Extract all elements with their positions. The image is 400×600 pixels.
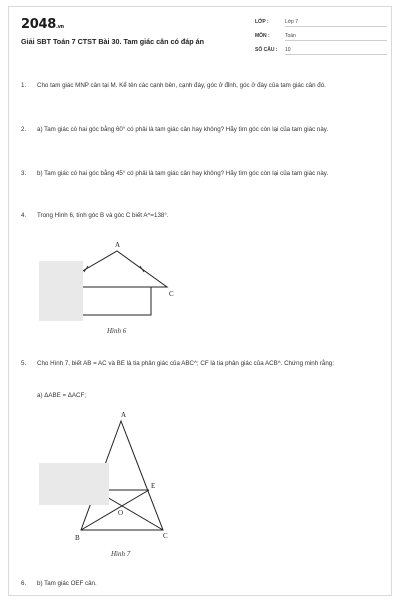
question-5 <box>21 359 381 379</box>
label-c: C <box>169 290 174 298</box>
meta-count <box>255 45 387 55</box>
question-text: b) Tam giác OEF cân. <box>37 580 97 587</box>
question-text: a) Tam giác có hai góc bằng 60° có phải là tam giác cân hay không? Hãy tìm góc còn lại của tam giác này. <box>37 126 329 133</box>
meta-count-value: 10 <box>285 47 291 53</box>
question-number: 2. <box>21 126 27 133</box>
base-rectangle <box>72 287 151 315</box>
label-a: A <box>115 241 121 249</box>
meta-class-underline <box>285 26 387 27</box>
figure-7-caption: Hình 7 <box>111 550 131 558</box>
meta-subject-underline <box>285 40 387 41</box>
figure-watermark <box>39 463 109 505</box>
question-3 <box>21 169 381 189</box>
meta-class-label: LỚP : <box>255 19 269 25</box>
meta-class-value: Lớp 7 <box>285 19 299 25</box>
meta-subject <box>255 31 387 41</box>
meta-class <box>255 17 387 27</box>
label-e: E <box>151 482 156 490</box>
document-header <box>9 7 392 65</box>
question-text: Trong Hình 6, tính góc B và góc C biết A^=138°. <box>37 212 169 219</box>
tick-mark-ab <box>84 266 88 272</box>
meta-subject-label: MÔN : <box>255 33 270 39</box>
figure-watermark <box>39 261 83 321</box>
question-number: 6. <box>21 580 27 587</box>
question-5-part-a: a) ΔABE = ΔACF; <box>37 392 87 399</box>
site-logo[interactable] <box>21 17 64 32</box>
tick-mark-ac <box>140 266 144 272</box>
label-c: C <box>163 532 168 540</box>
question-1 <box>21 81 381 101</box>
meta-count-label: SỐ CÂU : <box>255 47 278 53</box>
question-number: 5. <box>21 360 27 367</box>
question-text: Cho tam giác MNP cân tại M. Kể tên các cạnh bên, cạnh đáy, góc ở đỉnh, góc ở đáy của tam giác cân đó. <box>37 82 326 89</box>
figure-6-caption: Hình 6 <box>107 327 127 335</box>
question-number: 1. <box>21 82 27 89</box>
question-number: 4. <box>21 212 27 219</box>
question-number: 3. <box>21 170 27 177</box>
logo-domain: .vn <box>55 24 64 30</box>
figure-6 <box>39 231 189 343</box>
question-6 <box>21 579 381 589</box>
meta-count-underline <box>285 54 387 55</box>
label-o: O <box>118 509 124 517</box>
meta-subject-value: Toán <box>285 33 296 39</box>
label-b: B <box>75 534 80 542</box>
label-a: A <box>121 411 127 419</box>
question-2 <box>21 125 381 145</box>
figure-7 <box>39 407 189 562</box>
document-title: Giải SBT Toán 7 CTST Bài 30. Tam giác cân có đáp án <box>21 37 205 46</box>
document-page <box>8 6 392 596</box>
question-4 <box>21 211 381 221</box>
question-text: b) Tam giác có hai góc bằng 45° có phải là tam giác cân hay không? Hãy tìm góc còn lại của tam giác này. <box>37 170 329 177</box>
logo-text: 2048 <box>21 17 56 32</box>
question-text: Cho Hình 7, biết AB = AC và BE là tia phân giác của ABC^; CF là tia phân giác của ACB^. Chứng minh rằng: <box>37 360 334 367</box>
